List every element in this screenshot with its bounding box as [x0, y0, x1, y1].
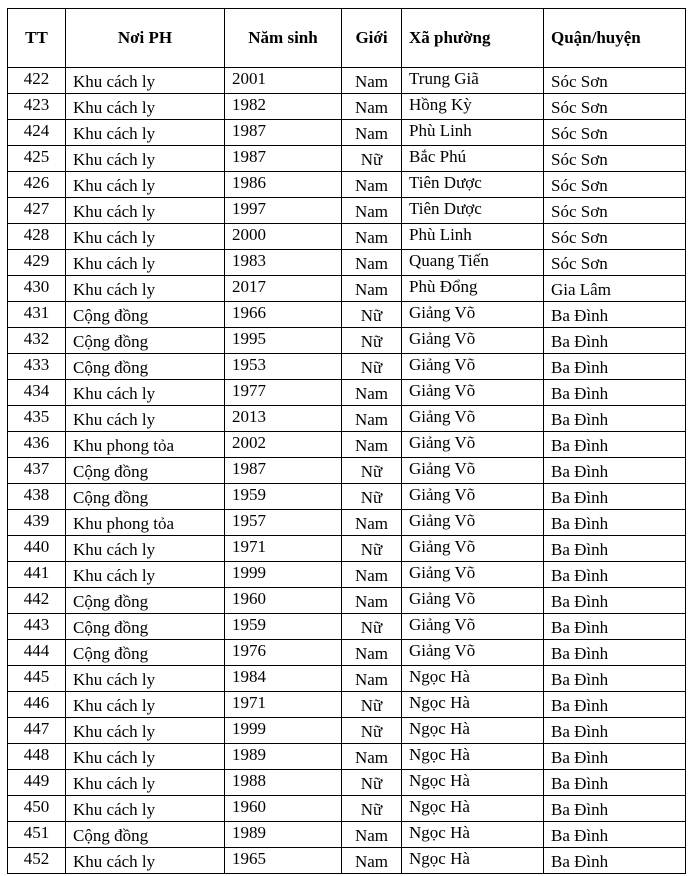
cell-xa-phuong: Ngọc Hà: [402, 692, 544, 718]
cell-tt: 434: [8, 380, 66, 406]
cell-gioi: Nữ: [342, 302, 402, 328]
cell-quan-huyen: Ba Đình: [544, 822, 686, 848]
cell-gioi: Nam: [342, 432, 402, 458]
cell-quan-huyen: Ba Đình: [544, 380, 686, 406]
cell-tt: 444: [8, 640, 66, 666]
cell-gioi: Nam: [342, 562, 402, 588]
cell-nam-sinh: 1982: [225, 94, 342, 120]
cell-gioi: Nữ: [342, 692, 402, 718]
cell-quan-huyen: Ba Đình: [544, 640, 686, 666]
cell-xa-phuong: Giảng Võ: [402, 406, 544, 432]
cell-nam-sinh: 1976: [225, 640, 342, 666]
table-row: [8, 146, 686, 172]
cell-xa-phuong: Giảng Võ: [402, 432, 544, 458]
cell-xa-phuong: Bắc Phú: [402, 146, 544, 172]
cell-tt: 451: [8, 822, 66, 848]
table-row: [8, 848, 686, 874]
header-tt: TT: [8, 9, 66, 68]
cell-noi-ph: Cộng đồng: [66, 354, 225, 380]
cell-gioi: Nữ: [342, 354, 402, 380]
cell-quan-huyen: Sóc Sơn: [544, 224, 686, 250]
cell-xa-phuong: Giảng Võ: [402, 302, 544, 328]
table-row: [8, 276, 686, 302]
cell-tt: 439: [8, 510, 66, 536]
cell-gioi: Nam: [342, 172, 402, 198]
cell-xa-phuong: Giảng Võ: [402, 536, 544, 562]
table-row: [8, 796, 686, 822]
cell-gioi: Nữ: [342, 328, 402, 354]
cell-quan-huyen: Ba Đình: [544, 796, 686, 822]
cell-quan-huyen: Ba Đình: [544, 770, 686, 796]
cell-nam-sinh: 1986: [225, 172, 342, 198]
cell-xa-phuong: Giảng Võ: [402, 588, 544, 614]
cell-quan-huyen: Ba Đình: [544, 744, 686, 770]
cell-nam-sinh: 1953: [225, 354, 342, 380]
cell-quan-huyen: Ba Đình: [544, 510, 686, 536]
cell-noi-ph: Khu cách ly: [66, 276, 225, 302]
cell-noi-ph: Khu cách ly: [66, 172, 225, 198]
cell-gioi: Nữ: [342, 796, 402, 822]
cell-gioi: Nam: [342, 276, 402, 302]
cell-nam-sinh: 1960: [225, 796, 342, 822]
cell-xa-phuong: Phù Linh: [402, 120, 544, 146]
cell-gioi: Nữ: [342, 614, 402, 640]
cell-tt: 441: [8, 562, 66, 588]
cell-tt: 433: [8, 354, 66, 380]
cell-tt: 437: [8, 458, 66, 484]
cell-tt: 440: [8, 536, 66, 562]
cell-noi-ph: Khu cách ly: [66, 744, 225, 770]
cell-noi-ph: Khu cách ly: [66, 406, 225, 432]
table-row: [8, 328, 686, 354]
cell-quan-huyen: Ba Đình: [544, 406, 686, 432]
cell-quan-huyen: Gia Lâm: [544, 276, 686, 302]
table-row: [8, 692, 686, 718]
cell-xa-phuong: Giảng Võ: [402, 328, 544, 354]
cell-noi-ph: Khu phong tỏa: [66, 432, 225, 458]
cell-nam-sinh: 1983: [225, 250, 342, 276]
cell-nam-sinh: 2000: [225, 224, 342, 250]
cell-nam-sinh: 1971: [225, 536, 342, 562]
cell-gioi: Nam: [342, 744, 402, 770]
cell-tt: 452: [8, 848, 66, 874]
table-row: [8, 510, 686, 536]
table-row: [8, 302, 686, 328]
cell-quan-huyen: Sóc Sơn: [544, 146, 686, 172]
cell-noi-ph: Khu cách ly: [66, 770, 225, 796]
cell-nam-sinh: 1999: [225, 562, 342, 588]
cell-tt: 447: [8, 718, 66, 744]
cell-nam-sinh: 2017: [225, 276, 342, 302]
cell-noi-ph: Khu cách ly: [66, 120, 225, 146]
cell-gioi: Nữ: [342, 718, 402, 744]
table-row: [8, 120, 686, 146]
cell-xa-phuong: Ngọc Hà: [402, 848, 544, 874]
cell-quan-huyen: Ba Đình: [544, 562, 686, 588]
table-header: [8, 9, 686, 68]
table-row: [8, 536, 686, 562]
header-gioi: Giới: [342, 9, 402, 68]
cell-quan-huyen: Sóc Sơn: [544, 120, 686, 146]
table-row: [8, 68, 686, 94]
cell-gioi: Nam: [342, 666, 402, 692]
cell-quan-huyen: Sóc Sơn: [544, 94, 686, 120]
cell-noi-ph: Khu cách ly: [66, 536, 225, 562]
cell-nam-sinh: 1989: [225, 822, 342, 848]
cell-noi-ph: Cộng đồng: [66, 302, 225, 328]
cell-quan-huyen: Ba Đình: [544, 354, 686, 380]
cell-quan-huyen: Ba Đình: [544, 328, 686, 354]
cell-gioi: Nam: [342, 510, 402, 536]
cell-gioi: Nam: [342, 406, 402, 432]
cell-nam-sinh: 1957: [225, 510, 342, 536]
cell-noi-ph: Cộng đồng: [66, 822, 225, 848]
case-table: [7, 8, 686, 874]
cell-nam-sinh: 1988: [225, 770, 342, 796]
cell-noi-ph: Khu cách ly: [66, 146, 225, 172]
table-row: [8, 432, 686, 458]
cell-gioi: Nam: [342, 848, 402, 874]
header-nam-sinh: Năm sinh: [225, 9, 342, 68]
cell-gioi: Nam: [342, 224, 402, 250]
cell-quan-huyen: Ba Đình: [544, 588, 686, 614]
cell-noi-ph: Cộng đồng: [66, 640, 225, 666]
cell-gioi: Nữ: [342, 146, 402, 172]
table-row: [8, 614, 686, 640]
cell-tt: 449: [8, 770, 66, 796]
cell-noi-ph: Cộng đồng: [66, 484, 225, 510]
table-row: [8, 744, 686, 770]
table-row: [8, 588, 686, 614]
header-row: [8, 9, 686, 68]
cell-nam-sinh: 2013: [225, 406, 342, 432]
cell-tt: 432: [8, 328, 66, 354]
cell-tt: 443: [8, 614, 66, 640]
cell-quan-huyen: Ba Đình: [544, 432, 686, 458]
cell-nam-sinh: 1959: [225, 614, 342, 640]
cell-quan-huyen: Ba Đình: [544, 536, 686, 562]
cell-noi-ph: Khu cách ly: [66, 666, 225, 692]
cell-xa-phuong: Giảng Võ: [402, 458, 544, 484]
cell-nam-sinh: 1999: [225, 718, 342, 744]
cell-quan-huyen: Sóc Sơn: [544, 172, 686, 198]
cell-nam-sinh: 1965: [225, 848, 342, 874]
cell-noi-ph: Khu cách ly: [66, 68, 225, 94]
cell-nam-sinh: 1960: [225, 588, 342, 614]
cell-xa-phuong: Trung Giã: [402, 68, 544, 94]
table-row: [8, 94, 686, 120]
cell-noi-ph: Khu cách ly: [66, 198, 225, 224]
cell-tt: 426: [8, 172, 66, 198]
cell-noi-ph: Khu cách ly: [66, 250, 225, 276]
table-row: [8, 822, 686, 848]
table-row: [8, 406, 686, 432]
cell-noi-ph: Khu cách ly: [66, 796, 225, 822]
cell-gioi: Nam: [342, 94, 402, 120]
table-row: [8, 172, 686, 198]
cell-gioi: Nam: [342, 250, 402, 276]
cell-tt: 423: [8, 94, 66, 120]
cell-nam-sinh: 2001: [225, 68, 342, 94]
cell-noi-ph: Khu cách ly: [66, 718, 225, 744]
cell-xa-phuong: Quang Tiến: [402, 250, 544, 276]
cell-noi-ph: Khu cách ly: [66, 94, 225, 120]
cell-xa-phuong: Phù Đổng: [402, 276, 544, 302]
table-row: [8, 666, 686, 692]
cell-xa-phuong: Giảng Võ: [402, 510, 544, 536]
cell-gioi: Nữ: [342, 770, 402, 796]
cell-gioi: Nam: [342, 198, 402, 224]
table-row: [8, 380, 686, 406]
cell-nam-sinh: 1984: [225, 666, 342, 692]
cell-tt: 431: [8, 302, 66, 328]
cell-gioi: Nữ: [342, 458, 402, 484]
cell-quan-huyen: Ba Đình: [544, 302, 686, 328]
table-row: [8, 198, 686, 224]
cell-xa-phuong: Ngọc Hà: [402, 666, 544, 692]
table-row: [8, 458, 686, 484]
cell-quan-huyen: Ba Đình: [544, 614, 686, 640]
cell-tt: 450: [8, 796, 66, 822]
cell-xa-phuong: Giảng Võ: [402, 614, 544, 640]
cell-gioi: Nữ: [342, 536, 402, 562]
cell-tt: 428: [8, 224, 66, 250]
cell-tt: 446: [8, 692, 66, 718]
table-row: [8, 484, 686, 510]
cell-noi-ph: Khu phong tỏa: [66, 510, 225, 536]
cell-xa-phuong: Ngọc Hà: [402, 744, 544, 770]
cell-noi-ph: Cộng đồng: [66, 588, 225, 614]
cell-xa-phuong: Giảng Võ: [402, 484, 544, 510]
cell-xa-phuong: Ngọc Hà: [402, 822, 544, 848]
cell-noi-ph: Khu cách ly: [66, 848, 225, 874]
cell-xa-phuong: Ngọc Hà: [402, 718, 544, 744]
cell-xa-phuong: Tiên Dược: [402, 172, 544, 198]
cell-tt: 442: [8, 588, 66, 614]
header-xa-phuong: Xã phường: [402, 9, 544, 68]
cell-nam-sinh: 1977: [225, 380, 342, 406]
cell-quan-huyen: Ba Đình: [544, 458, 686, 484]
cell-gioi: Nam: [342, 588, 402, 614]
cell-nam-sinh: 1995: [225, 328, 342, 354]
cell-quan-huyen: Ba Đình: [544, 692, 686, 718]
cell-noi-ph: Cộng đồng: [66, 614, 225, 640]
cell-quan-huyen: Ba Đình: [544, 848, 686, 874]
table-row: [8, 718, 686, 744]
cell-noi-ph: Khu cách ly: [66, 692, 225, 718]
cell-noi-ph: Cộng đồng: [66, 458, 225, 484]
cell-gioi: Nữ: [342, 484, 402, 510]
table-row: [8, 354, 686, 380]
cell-tt: 435: [8, 406, 66, 432]
table-row: [8, 770, 686, 796]
cell-quan-huyen: Ba Đình: [544, 484, 686, 510]
cell-gioi: Nam: [342, 380, 402, 406]
cell-xa-phuong: Hồng Kỳ: [402, 94, 544, 120]
cell-noi-ph: Khu cách ly: [66, 562, 225, 588]
cell-quan-huyen: Sóc Sơn: [544, 198, 686, 224]
cell-tt: 422: [8, 68, 66, 94]
cell-quan-huyen: Ba Đình: [544, 718, 686, 744]
cell-tt: 429: [8, 250, 66, 276]
cell-tt: 425: [8, 146, 66, 172]
table-row: [8, 640, 686, 666]
cell-nam-sinh: 1997: [225, 198, 342, 224]
table-row: [8, 562, 686, 588]
cell-tt: 430: [8, 276, 66, 302]
cell-gioi: Nam: [342, 640, 402, 666]
header-noi-ph: Nơi PH: [66, 9, 225, 68]
cell-xa-phuong: Ngọc Hà: [402, 770, 544, 796]
cell-xa-phuong: Phù Linh: [402, 224, 544, 250]
cell-nam-sinh: 1989: [225, 744, 342, 770]
cell-quan-huyen: Ba Đình: [544, 666, 686, 692]
cell-xa-phuong: Giảng Võ: [402, 640, 544, 666]
cell-tt: 424: [8, 120, 66, 146]
cell-tt: 438: [8, 484, 66, 510]
cell-nam-sinh: 1987: [225, 458, 342, 484]
cell-gioi: Nam: [342, 68, 402, 94]
cell-xa-phuong: Giảng Võ: [402, 380, 544, 406]
cell-nam-sinh: 1987: [225, 120, 342, 146]
cell-tt: 436: [8, 432, 66, 458]
cell-xa-phuong: Giảng Võ: [402, 354, 544, 380]
cell-nam-sinh: 1966: [225, 302, 342, 328]
table-body: [8, 68, 686, 874]
cell-gioi: Nam: [342, 120, 402, 146]
cell-tt: 427: [8, 198, 66, 224]
cell-noi-ph: Khu cách ly: [66, 224, 225, 250]
cell-quan-huyen: Sóc Sơn: [544, 250, 686, 276]
cell-xa-phuong: Tiên Dược: [402, 198, 544, 224]
cell-nam-sinh: 1959: [225, 484, 342, 510]
cell-xa-phuong: Ngọc Hà: [402, 796, 544, 822]
cell-tt: 448: [8, 744, 66, 770]
cell-xa-phuong: Giảng Võ: [402, 562, 544, 588]
header-quan-huyen: Quận/huyện: [544, 9, 686, 68]
cell-noi-ph: Khu cách ly: [66, 380, 225, 406]
cell-nam-sinh: 1971: [225, 692, 342, 718]
cell-quan-huyen: Sóc Sơn: [544, 68, 686, 94]
cell-tt: 445: [8, 666, 66, 692]
cell-nam-sinh: 2002: [225, 432, 342, 458]
table-row: [8, 250, 686, 276]
cell-noi-ph: Cộng đồng: [66, 328, 225, 354]
cell-nam-sinh: 1987: [225, 146, 342, 172]
table-row: [8, 224, 686, 250]
cell-gioi: Nam: [342, 822, 402, 848]
